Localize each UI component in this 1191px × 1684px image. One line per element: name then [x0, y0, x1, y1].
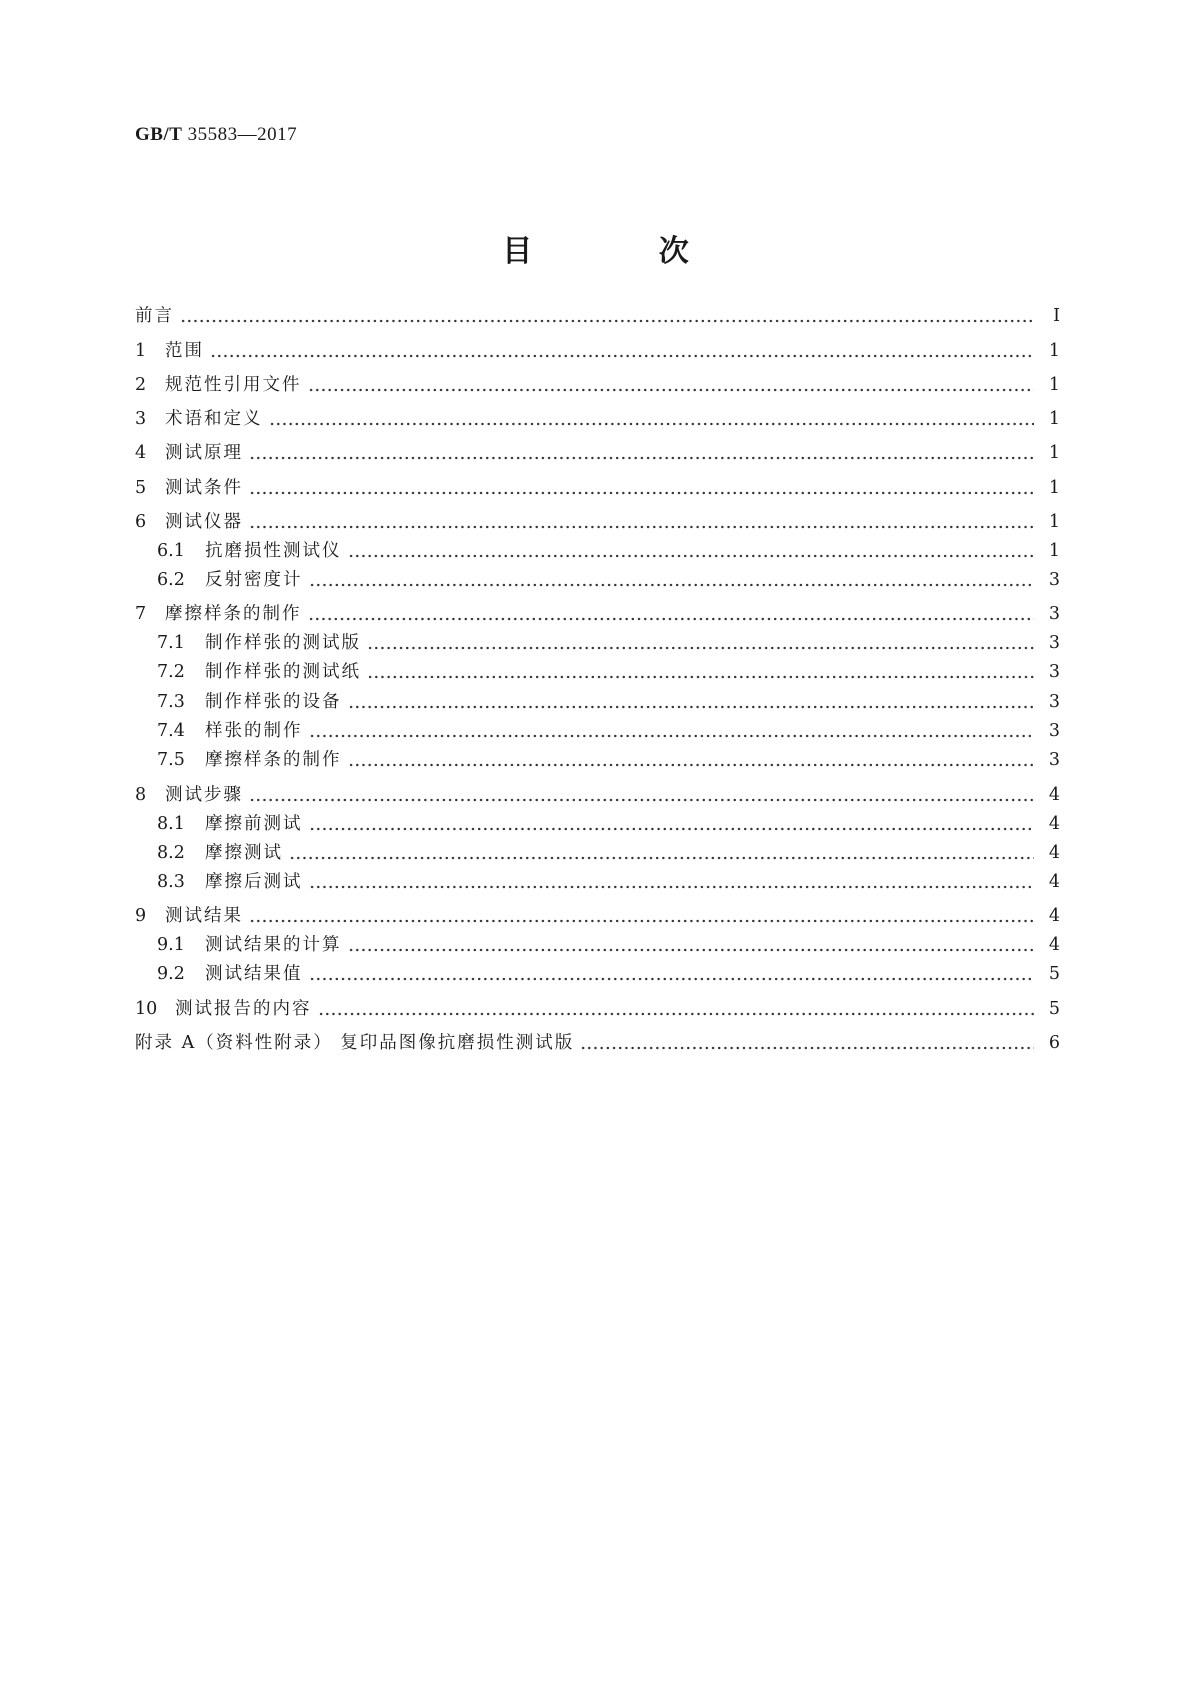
toc-page: 5	[1048, 999, 1060, 1019]
toc-page: Ⅰ	[1053, 306, 1060, 326]
toc-label: 摩擦样条的制作	[205, 750, 342, 770]
toc-label: 范围	[165, 341, 204, 361]
toc-label: 测试步骤	[165, 785, 243, 805]
toc-entry-7[interactable]	[135, 601, 1060, 627]
toc-page: 1	[1048, 512, 1060, 532]
toc-page: 4	[1048, 785, 1060, 805]
toc-entry-3[interactable]	[135, 406, 1060, 432]
leader-dots	[580, 1030, 1034, 1056]
toc-number: 4	[135, 443, 147, 463]
toc-label: 摩擦后测试	[205, 872, 303, 892]
toc-number: 8	[135, 785, 147, 805]
toc-label: 前言	[135, 306, 174, 326]
leader-dots	[348, 932, 1035, 958]
toc-entry-7-5[interactable]	[157, 747, 1060, 773]
leader-dots	[249, 509, 1034, 535]
toc-entry-7-2[interactable]	[157, 659, 1060, 685]
toc-number: 10	[135, 999, 158, 1019]
toc-entry-2[interactable]	[135, 372, 1060, 398]
toc-number: 6	[135, 512, 147, 532]
toc-page: 3	[1048, 662, 1060, 682]
toc-page: 1	[1048, 409, 1060, 429]
toc-entry-7-1[interactable]	[157, 630, 1060, 656]
leader-dots	[367, 630, 1034, 656]
toc-number: 1	[135, 341, 147, 361]
toc-number: 8.3	[157, 872, 185, 892]
page-title: 目 次	[502, 234, 747, 269]
toc-page: 1	[1048, 443, 1060, 463]
toc-page: 1	[1048, 541, 1060, 561]
toc-label: 测试结果的计算	[205, 935, 342, 955]
toc-entry-6-2[interactable]	[157, 567, 1060, 593]
toc-entry-8-2[interactable]	[157, 840, 1060, 866]
toc-label: 摩擦样条的制作	[165, 604, 302, 624]
toc-entry-foreword[interactable]	[135, 303, 1060, 329]
toc-page: 3	[1048, 633, 1060, 653]
toc-label: 抗磨损性测试仪	[205, 541, 342, 561]
toc-page: 3	[1048, 750, 1060, 770]
toc-number: 7	[135, 604, 147, 624]
toc-entry-4[interactable]	[135, 440, 1060, 466]
leader-dots	[269, 406, 1035, 432]
toc-page: 3	[1048, 692, 1060, 712]
toc-entry-1[interactable]	[135, 338, 1060, 364]
toc-number: 8.2	[157, 843, 185, 863]
toc-page: 6	[1048, 1033, 1060, 1053]
leader-dots	[348, 538, 1035, 564]
leader-dots	[309, 811, 1035, 837]
toc-label: 测试原理	[165, 443, 243, 463]
leader-dots	[249, 782, 1034, 808]
toc-number: 6.1	[157, 541, 185, 561]
leader-dots	[318, 996, 1035, 1022]
toc-label: 制作样张的测试纸	[205, 662, 361, 682]
leader-dots	[210, 338, 1034, 364]
toc-number: 7.5	[157, 750, 185, 770]
toc-entry-6[interactable]	[135, 509, 1060, 535]
toc-label: 附录 A（资料性附录） 复印品图像抗磨损性测试版	[135, 1033, 575, 1053]
toc-label: 测试仪器	[165, 512, 243, 532]
toc-number: 2	[135, 375, 147, 395]
toc-label: 测试条件	[165, 478, 243, 498]
toc-entry-10[interactable]	[135, 996, 1060, 1022]
toc-number: 7.3	[157, 692, 185, 712]
leader-dots	[289, 840, 1034, 866]
toc-number: 3	[135, 409, 147, 429]
toc-page: 4	[1048, 843, 1060, 863]
leader-dots	[348, 689, 1035, 715]
toc-number: 9.2	[157, 964, 185, 984]
toc-number: 8.1	[157, 814, 185, 834]
leader-dots	[249, 475, 1034, 501]
toc-page: 3	[1048, 721, 1060, 741]
toc-number: 7.4	[157, 721, 185, 741]
leader-dots	[309, 961, 1035, 987]
toc-label: 摩擦测试	[205, 843, 283, 863]
leader-dots	[309, 567, 1035, 593]
toc-entry-9[interactable]	[135, 903, 1060, 929]
toc-label: 规范性引用文件	[165, 375, 302, 395]
toc-label: 制作样张的设备	[205, 692, 342, 712]
toc-page: 3	[1048, 604, 1060, 624]
toc-number: 5	[135, 478, 147, 498]
toc-entry-8-3[interactable]	[157, 869, 1060, 895]
toc-entry-8-1[interactable]	[157, 811, 1060, 837]
toc-entry-7-3[interactable]	[157, 689, 1060, 715]
toc-label: 测试结果值	[205, 964, 303, 984]
toc-entry-7-4[interactable]	[157, 718, 1060, 744]
toc-entry-9-1[interactable]	[157, 932, 1060, 958]
toc-page: 4	[1048, 906, 1060, 926]
standard-prefix: GB/T	[135, 124, 183, 145]
toc-page: 4	[1048, 814, 1060, 834]
toc-page: 1	[1048, 341, 1060, 361]
standard-number: 35583—2017	[187, 124, 298, 145]
toc-label: 制作样张的测试版	[205, 633, 361, 653]
toc-label: 测试结果	[165, 906, 243, 926]
toc-label: 术语和定义	[165, 409, 263, 429]
leader-dots	[308, 372, 1035, 398]
leader-dots	[249, 903, 1034, 929]
toc-label: 测试报告的内容	[175, 999, 312, 1019]
toc-number: 9.1	[157, 935, 185, 955]
toc-entry-8[interactable]	[135, 782, 1060, 808]
toc-number: 9	[135, 906, 147, 926]
toc-page: 4	[1048, 935, 1060, 955]
toc-entry-6-1[interactable]	[157, 538, 1060, 564]
leader-dots	[180, 303, 1034, 329]
toc-page: 1	[1048, 375, 1060, 395]
toc-page: 5	[1048, 964, 1060, 984]
toc-page: 3	[1048, 570, 1060, 590]
leader-dots	[249, 440, 1034, 466]
toc-label: 样张的制作	[205, 721, 303, 741]
toc-entry-9-2[interactable]	[157, 961, 1060, 987]
leader-dots	[309, 869, 1035, 895]
toc-page: 1	[1048, 478, 1060, 498]
leader-dots	[309, 718, 1035, 744]
toc-number: 7.2	[157, 662, 185, 682]
toc-entry-5[interactable]	[135, 475, 1060, 501]
leader-dots	[367, 659, 1034, 685]
leader-dots	[308, 601, 1035, 627]
toc-number: 7.1	[157, 633, 185, 653]
toc-entry-annex-a[interactable]	[135, 1030, 1060, 1056]
toc-number: 6.2	[157, 570, 185, 590]
toc-label: 反射密度计	[205, 570, 303, 590]
toc-page: 4	[1048, 872, 1060, 892]
toc-label: 摩擦前测试	[205, 814, 303, 834]
leader-dots	[348, 747, 1035, 773]
